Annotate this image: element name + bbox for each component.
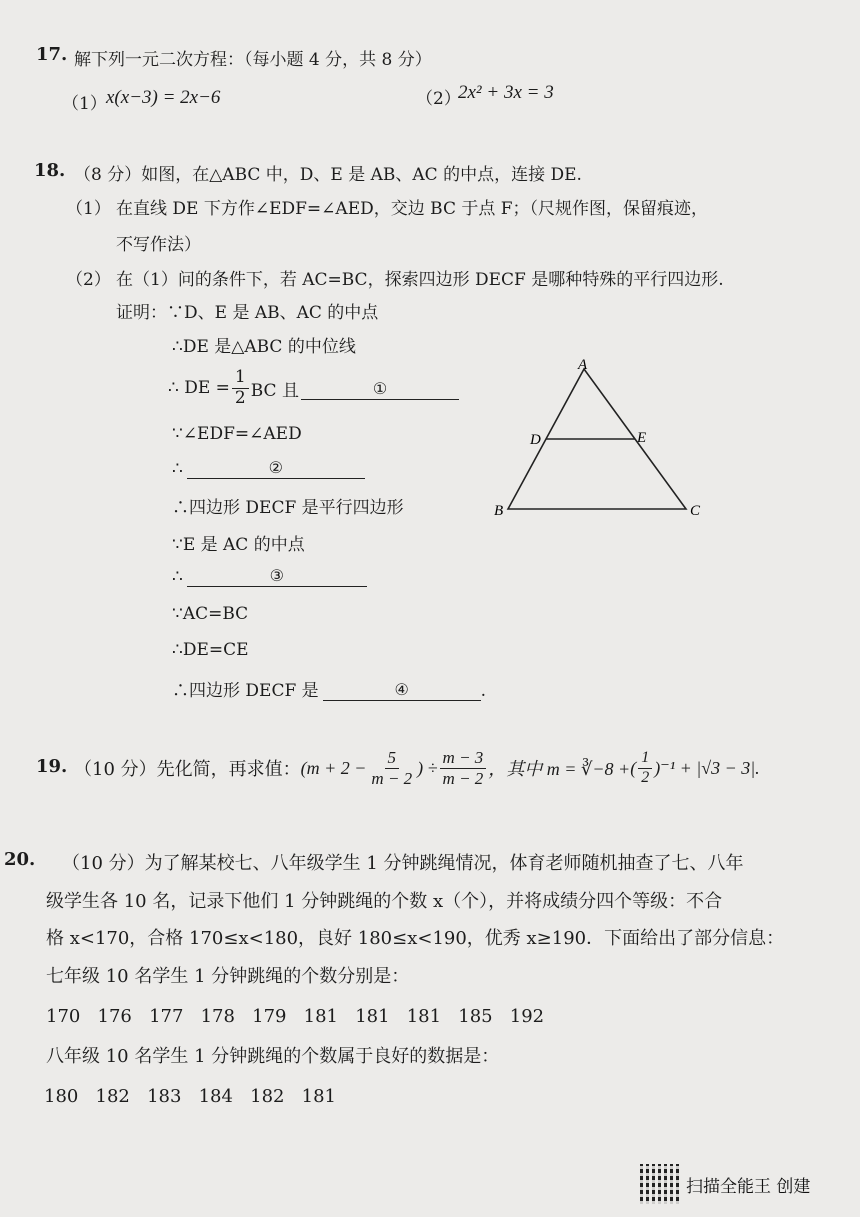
q20-line-2: 级学生各 10 名，记录下他们 1 分钟跳绳的个数 x（个），并将成绩分四个等级：不合 (46, 891, 723, 912)
q17-part1-equation: x(x−3) = 2x−6 (106, 87, 221, 108)
blank-2-marker: ② (268, 458, 283, 477)
vertex-label-c: C (690, 503, 701, 519)
scanner-watermark (640, 1164, 810, 1204)
half-fraction (232, 368, 249, 408)
grade8-value: 181 (301, 1086, 337, 1107)
blank-4-marker: ④ (394, 680, 409, 699)
grade8-data-row (44, 1086, 336, 1107)
q19-expr-open: (m + 2 − (300, 757, 367, 778)
grade7-value: 181 (355, 1006, 390, 1027)
grade7-value: 178 (200, 1006, 235, 1027)
proof-step-11-prefix: ∴四边形 DECF 是 (172, 681, 319, 701)
grade7-value: 176 (97, 1006, 132, 1027)
q19-fraction-2 (440, 748, 487, 788)
grade7-value: 185 (458, 1006, 493, 1027)
half-denominator: 2 (234, 387, 246, 408)
q20-number: 20. (4, 849, 36, 870)
q19-fraction-1 (368, 748, 415, 788)
q19-f2-denominator: m − 2 (442, 768, 484, 788)
q18-part1-line1: 在直线 DE 下方作∠EDF=∠AED，交边 BC 于点 F；（尺规作图，保留痕迹， (116, 199, 709, 219)
proof-step-8-prefix: ∴ (172, 567, 183, 587)
q19-number: 19. (36, 756, 68, 777)
blank-3[interactable] (187, 566, 367, 587)
q19-f3-denominator: 2 (641, 768, 650, 786)
blank-4[interactable] (323, 680, 481, 701)
q20-line-4: 七年级 10 名学生 1 分钟跳绳的个数分别是： (46, 966, 410, 987)
grade7-value: 177 (149, 1006, 184, 1027)
proof-step-3 (168, 368, 459, 408)
q18-part1-label: （1） (66, 199, 111, 219)
proof-step-10: ∴DE=CE (172, 640, 249, 660)
q18-stem: （8 分）如图，在△ABC 中，D、E 是 AB、AC 的中点，连接 DE. (74, 165, 582, 185)
vertex-label-a: A (578, 357, 588, 373)
q17-number: 17. (36, 44, 68, 65)
q19-where: ，其中 m = ∛−8 + (488, 759, 631, 779)
triangle-figure (480, 355, 720, 530)
vertex-label-b: B (494, 503, 504, 519)
q19-f3-numerator: 1 (638, 749, 652, 768)
grade7-value: 181 (303, 1006, 339, 1027)
blank-1[interactable] (301, 377, 459, 400)
proof-step-11-suffix: . (480, 681, 487, 701)
q19-lead: （10 分）先化简，再求值： (74, 759, 301, 780)
q19-body: （10 分）先化简，再求值： (m + 2 − $\frac{5}{m - 2}$ ) ÷ $\frac{m - 3}{m - 2}$ ，其中 m = ∛−8 + ( $\frac{1}{2}$ ) ⁻¹ + |√3 − 3|. (74, 747, 760, 788)
grade7-value: 192 (509, 1006, 545, 1027)
half-numerator: 1 (232, 368, 249, 389)
q18-part2-line: 在（1）问的条件下，若 AC=BC，探索四边形 DECF 是哪种特殊的平行四边形. (116, 270, 724, 290)
q20-line-1: （10 分）为了解某校七、八年级学生 1 分钟跳绳情况，体育老师随机抽查了七、八年 (62, 853, 744, 874)
q18-part1-line2: 不写作法） (116, 235, 201, 255)
grade8-value: 182 (250, 1086, 285, 1107)
proof-step-1: 证明：∵D、E 是 AB、AC 的中点 (116, 303, 379, 323)
q20-line-3: 格 x<170，合格 170≤x<180，良好 180≤x<190，优秀 x≥190．下面给出了部分信息： (46, 928, 785, 949)
proof-step-2: ∴DE 是△ABC 的中位线 (172, 337, 356, 357)
proof-step-8 (172, 566, 367, 587)
proof-step-6: ∴四边形 DECF 是平行四边形 (172, 498, 404, 518)
proof-step-3-suffix: BC 且 (250, 380, 299, 401)
vertex-label-e: E (637, 430, 647, 446)
q17-title: 解下列一元二次方程：（每小题 4 分，共 8 分） (74, 50, 432, 70)
blank-3-marker: ③ (269, 566, 284, 585)
proof-step-5 (172, 458, 365, 479)
q19-f1-denominator: m − 2 (371, 768, 413, 788)
grade7-value: 179 (252, 1006, 287, 1027)
proof-step-9: ∵AC=BC (172, 604, 249, 624)
grade7-value: 170 (46, 1006, 81, 1027)
proof-step-5-prefix: ∴ (172, 459, 183, 479)
grade8-value: 183 (147, 1086, 182, 1107)
grade8-value: 184 (198, 1086, 233, 1107)
scanner-watermark-label: 扫描全能王 创建 (686, 1176, 811, 1197)
grade7-value: 181 (406, 1006, 442, 1027)
q18-number: 18. (34, 160, 66, 181)
q19-fraction-3 (638, 749, 652, 787)
q19-expr-mid: ) ÷ (417, 757, 438, 778)
blank-2[interactable] (187, 458, 365, 479)
q17-part2-equation: 2x² + 3x = 3 (458, 82, 554, 103)
vertex-label-d: D (530, 432, 541, 448)
proof-step-7: ∵E 是 AC 的中点 (172, 535, 305, 555)
qr-code-icon (640, 1164, 680, 1204)
grade8-value: 182 (95, 1086, 130, 1107)
q17-part2-label: （2） (416, 89, 461, 109)
q20-line-5: 八年级 10 名学生 1 分钟跳绳的个数属于良好的数据是： (46, 1046, 500, 1067)
blank-1-marker: ① (372, 378, 388, 398)
q17-part1-label: （1） (62, 94, 107, 114)
grade7-data-row (46, 1006, 544, 1027)
q19-tail: ⁻¹ + |√3 − 3|. (660, 757, 760, 778)
proof-step-11 (172, 676, 486, 701)
proof-step-3-prefix: ∴ DE = (168, 378, 230, 399)
q18-part2-label: （2） (66, 270, 111, 290)
grade8-value: 180 (44, 1086, 79, 1107)
q19-f2-numerator: m − 3 (440, 748, 487, 769)
q19-f1-numerator: 5 (385, 748, 400, 769)
proof-step-4: ∵∠EDF=∠AED (172, 424, 302, 444)
